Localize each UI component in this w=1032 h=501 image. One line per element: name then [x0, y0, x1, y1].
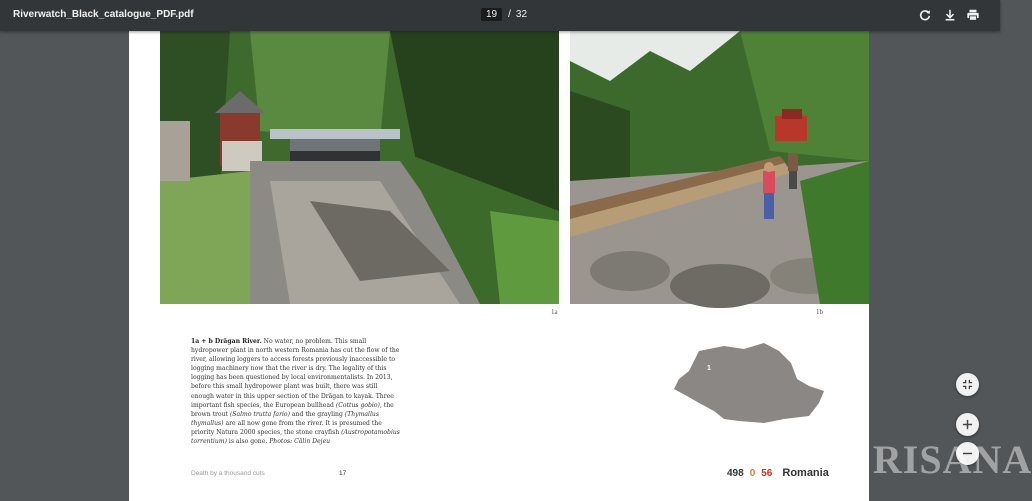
pdf-page [129, 31, 869, 501]
page-separator: / [508, 9, 511, 20]
download-button[interactable] [943, 8, 957, 22]
description-heading: 1a + b Drăgan River. [191, 338, 262, 345]
stat-red: 56 [761, 468, 773, 479]
species-name: (Cottus gobio) [335, 401, 380, 409]
photo-1b [570, 31, 869, 304]
photo-1a [160, 31, 559, 304]
description-text: are all now gone from the river. It is presumed the priority Natura 2000 species, the stone crayfish [191, 419, 382, 436]
description-text: , the brown trout [191, 401, 394, 418]
romania-map [669, 341, 829, 431]
rotate-button[interactable] [918, 8, 932, 22]
caption-1b: 1b [816, 308, 823, 316]
footer-section-title: Death by a thousand cuts [191, 470, 265, 477]
romania-shape [674, 343, 824, 423]
description-text: is also gone. [226, 438, 270, 446]
rotate-icon [918, 8, 932, 22]
print-icon [966, 8, 980, 22]
species-name: (Austropotamobius torrentium) [191, 428, 400, 446]
country-name: Romania [782, 467, 829, 479]
current-page-input[interactable]: 19 [481, 8, 502, 21]
caption-1a: 1a [551, 308, 558, 316]
fit-page-icon [962, 379, 973, 390]
print-button[interactable] [966, 8, 980, 22]
page-number: 17 [339, 470, 347, 477]
description-text: and the grayling [289, 410, 345, 418]
page-indicator [481, 8, 527, 21]
dam-statistics [727, 467, 829, 479]
stat-total: 498 [727, 468, 744, 479]
document-title: Riverwatch_Black_catalogue_PDF.pdf [13, 9, 194, 20]
stat-zero: 0 [749, 468, 756, 479]
zoom-in-button[interactable] [956, 413, 979, 436]
total-pages: 32 [515, 9, 528, 20]
photo-credit: Photos: Călin Dejeu [269, 438, 331, 446]
pdf-toolbar [0, 0, 1000, 31]
photo-description [191, 337, 401, 446]
species-name: (Salmo trutta fario) [229, 410, 290, 418]
map-marker-1: 1 [707, 365, 711, 372]
download-icon [943, 8, 957, 22]
description-text: No water, no problem. This small hydropower plant in north western Romania has cut the flow of the river, allowing loggers to access forests previously inaccessible to logging machinery now that the river is dry. The legality of this logging has been questioned by local environmentalists. In 2013, before this small hydropower plant was built, there was still enough water in this upper section of the Drăgan to kayak. Three important fish species, the European bullhead [191, 338, 400, 409]
plus-icon [962, 419, 973, 430]
watermark-logo: CRISANA [843, 437, 1032, 482]
fit-to-page-button[interactable] [956, 373, 979, 396]
species-name: (Thymallus thymallus) [191, 410, 379, 427]
